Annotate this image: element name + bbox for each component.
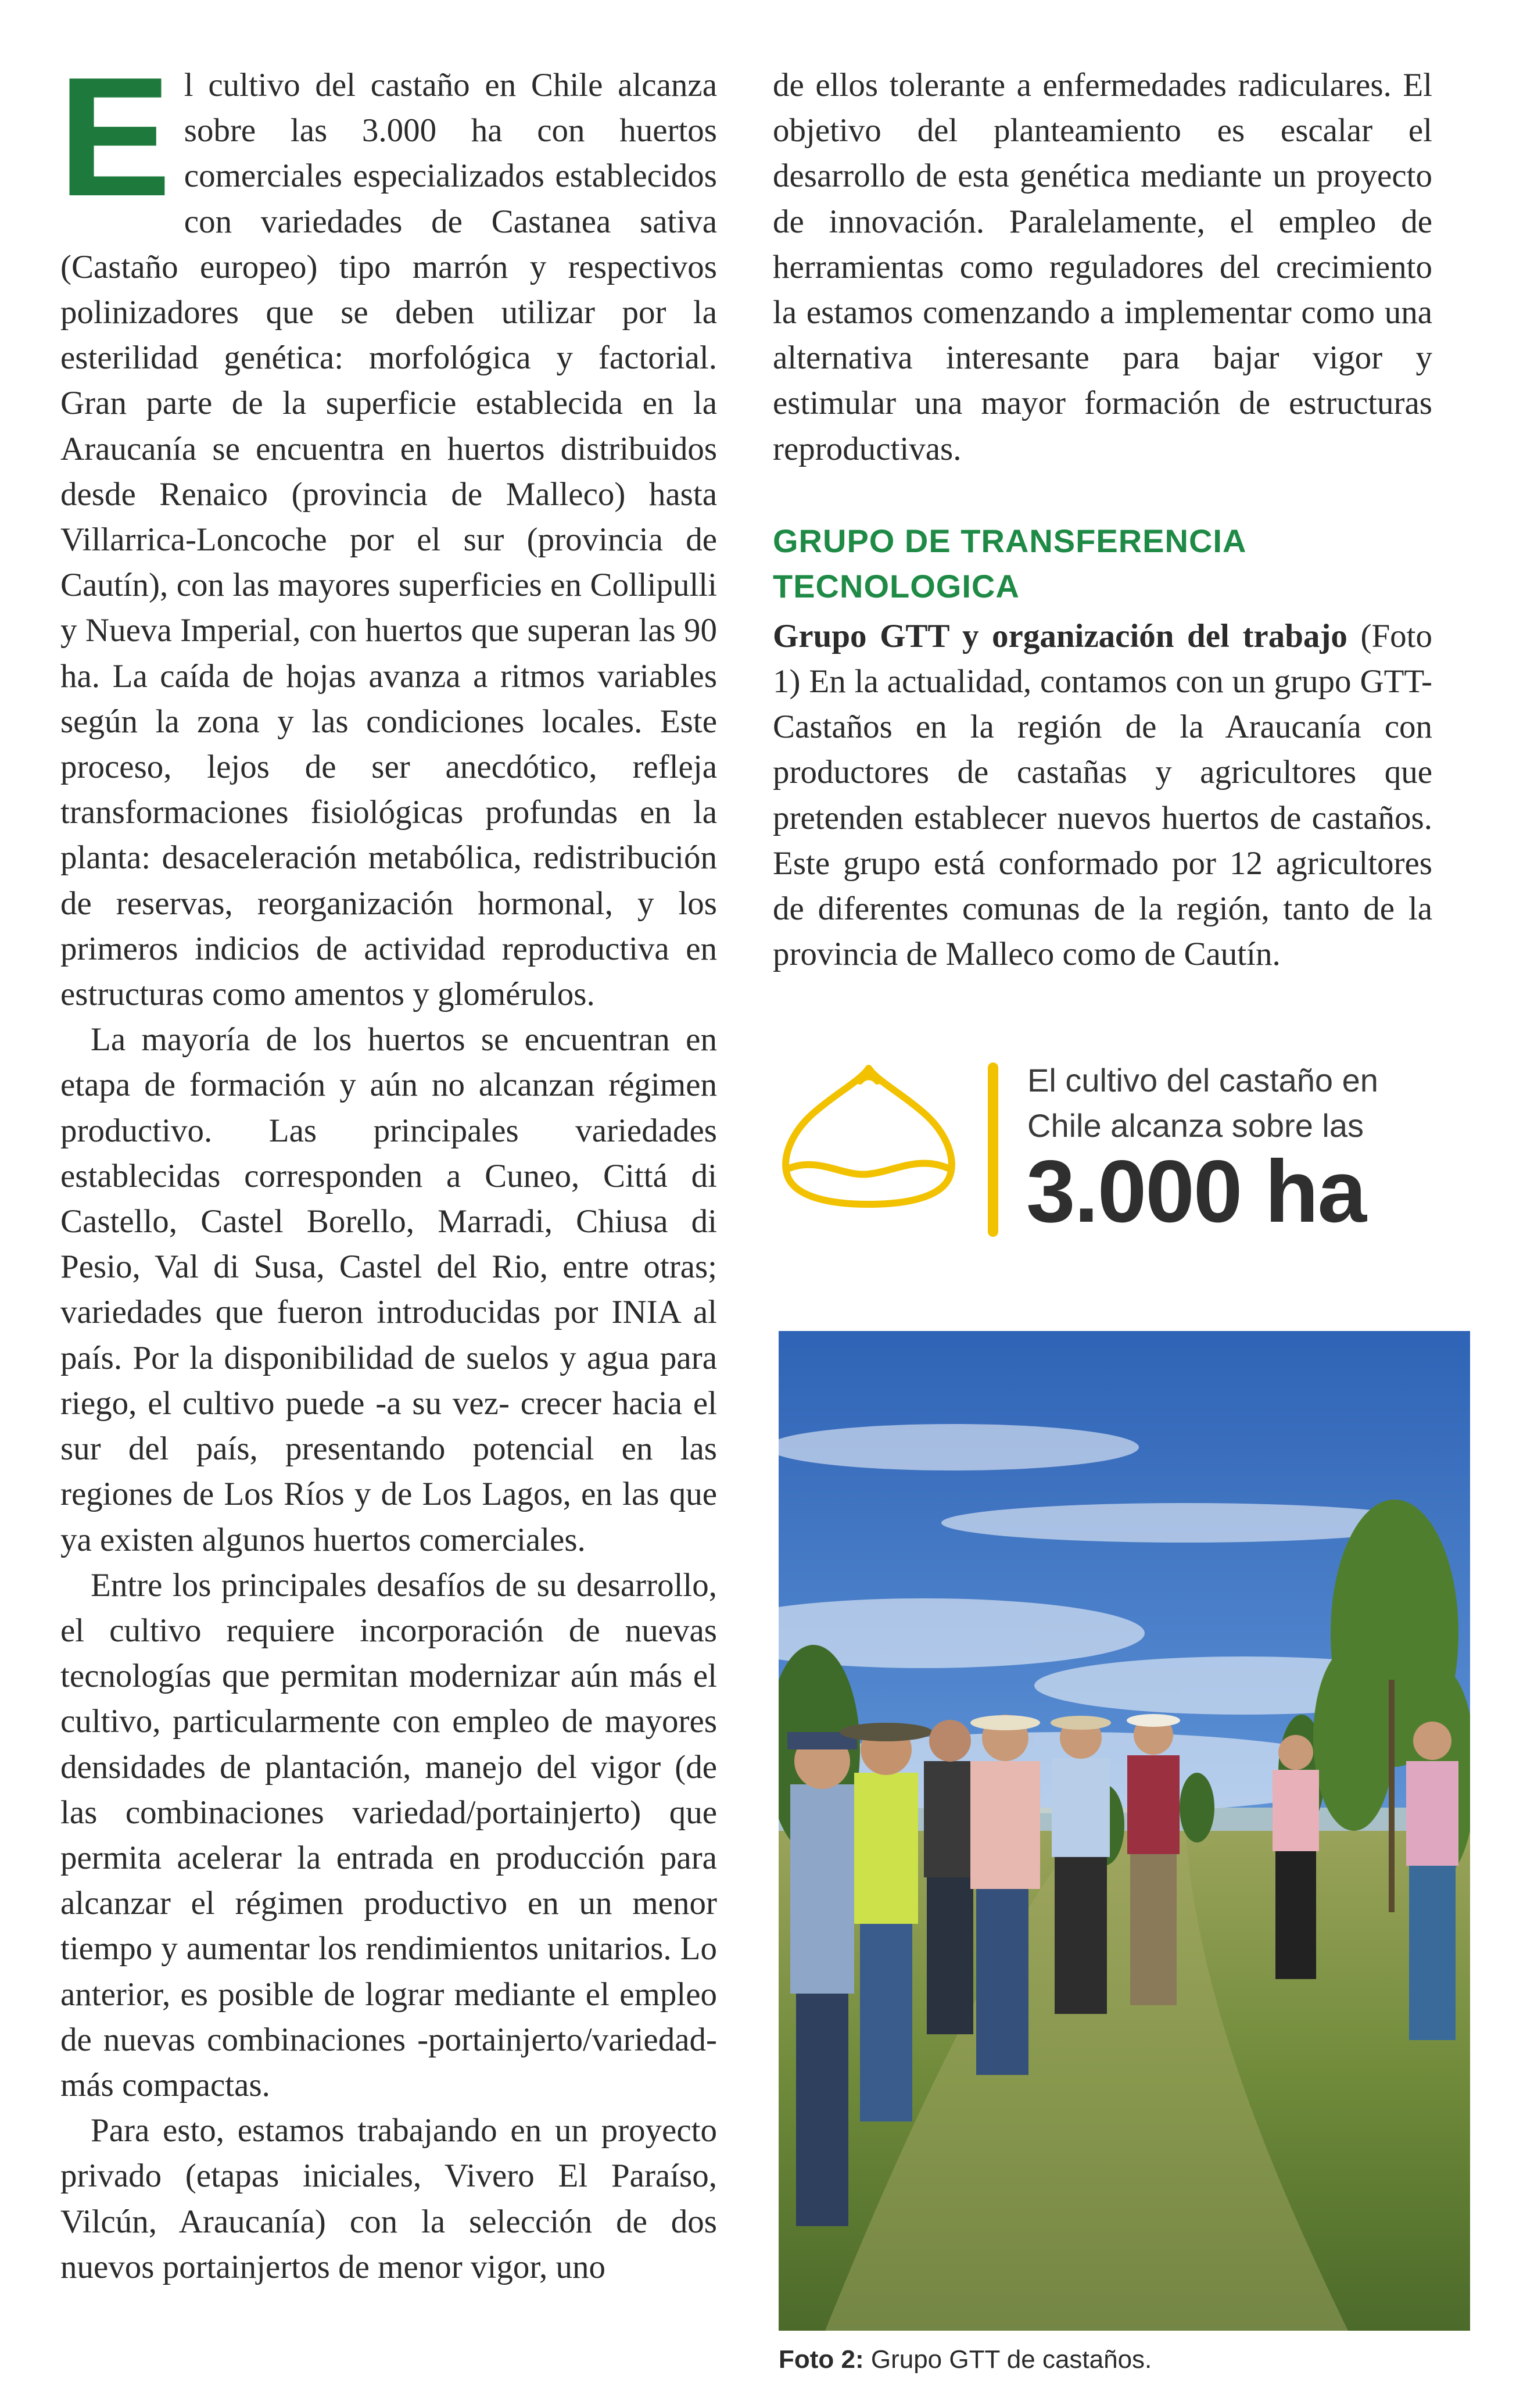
paragraph-1: [58, 42, 717, 1017]
paragraph-4: Para esto, estamos trabajando en un proyecto privado (etapas iniciales, Vivero El Paraíso, Vilcún, Araucanía) con la selección de dos nuevos portainjertos de menor vigor, uno: [60, 2112, 717, 2285]
left-column: [58, 42, 717, 2290]
callout-line-2: Chile alcanza sobre las: [1027, 1107, 1364, 1144]
callout-line-1: El cultivo del castaño en: [1027, 1062, 1378, 1099]
callout-figure: 3.000 ha: [1026, 1142, 1365, 1241]
paragraph-gtt-text: (Foto 1) En la actualidad, contamos con un grupo GTT-Castaños en la región de la Araucanía con productores de castañas y agricultores que pretenden establecer nuevos huertos de castaños. Este grupo está conformado por 12 agricultores de diferentes comunas de la región, tanto de la provincia de Malleco como de Cautín.: [773, 617, 1432, 973]
paragraph-3: Entre los principales desafíos de su desarrollo, el cultivo requiere incorporación de nuevas tecnologías que permitan modernizar aún más el cultivo, particularmente con empleo de mayores densidades de plantación, manejo del vigor (de las combinaciones variedad/portainjerto) que permita acelerar la entrada en producción para alcanzar el régimen productivo en un menor tiempo y aumentar los rendimientos unitarios. Lo anterior, es posible de lograr mediante el empleo de nuevas combinaciones -portainjerto/variedad- más compactas.: [60, 1566, 717, 2103]
drop-cap: E: [58, 42, 171, 231]
chestnut-icon: [773, 1058, 965, 1209]
group-photo: [779, 1331, 1470, 2331]
paragraph-2: La mayoría de los huertos se encuentran en etapa de formación y aún no alcanzan régimen productivo. Las principales variedades establecidas corresponden a Cuneo, Cittá di Castello, Castel Borello, Marradi, Chiusa di Pesio, Val di Susa, Castel del Rio, entre otras; variedades que fueron introducidas por INIA al país. Por la disponibilidad de suelos y agua para riego, el cultivo puede -a su vez- crecer hacia el sur del país, presentando potencial en las regiones de Los Ríos y de Los Lagos, en las que ya existen algunos huertos comerciales.: [60, 1021, 717, 1558]
section-heading: GRUPO DE TRANSFERENCIA TECNOLOGICA: [773, 522, 1246, 604]
callout-text: [1027, 1058, 1428, 1148]
paragraph-gtt: [773, 614, 1432, 978]
paragraph-continued: de ellos tolerante a enfermedades radiculares. El objetivo del planteamiento es escalar el desarrollo de esta genética mediante un proyecto de innovación. Paralelamente, el empleo de herramientas como reguladores del crecimiento la estamos comenzando a implementar como una alternativa interesante para bajar vigor y estimular una mayor formación de estructuras reproductivas.: [773, 67, 1432, 467]
photo-illustration: [779, 1331, 1470, 2331]
right-column: [773, 63, 1432, 977]
callout-bar: [988, 1062, 998, 1237]
caption-text: Grupo GTT de castaños.: [863, 2345, 1152, 2374]
paragraph-gtt-lead: Grupo GTT y organización del trabajo: [773, 617, 1347, 654]
paragraph-1-text: l cultivo del castaño en Chile alcanza sobre las 3.000 ha con huertos comerciales especializados establecidos con variedades de Castanea sativa (Castaño europeo) tipo marrón y respectivos polinizadores que se deben utilizar por la esterilidad genética: morfológica y factorial. Gran parte de la superficie establecida en la Araucanía se encuentra en huertos distribuidos desde Renaico (provincia de Malleco) hasta Villarrica-Loncoche por el sur (provincia de Cautín), con las mayores superficies en Collipulli y Nueva Imperial, con huertos que superan las 90 ha. La caída de hojas avanza a ritmos variables según la zona y las condiciones locales. Este proceso, lejos de ser anecdótico, refleja transformaciones fisiológicas profundas en la planta: desaceleración metabólica, redistribución de reservas, reorganización hormonal, y los primeros indicios de actividad reproductiva en estructuras como amentos y glomérulos.: [60, 67, 717, 1013]
photo-caption: [779, 2342, 1470, 2377]
stat-callout: [773, 1035, 1432, 1255]
caption-label: Foto 2:: [779, 2345, 864, 2374]
